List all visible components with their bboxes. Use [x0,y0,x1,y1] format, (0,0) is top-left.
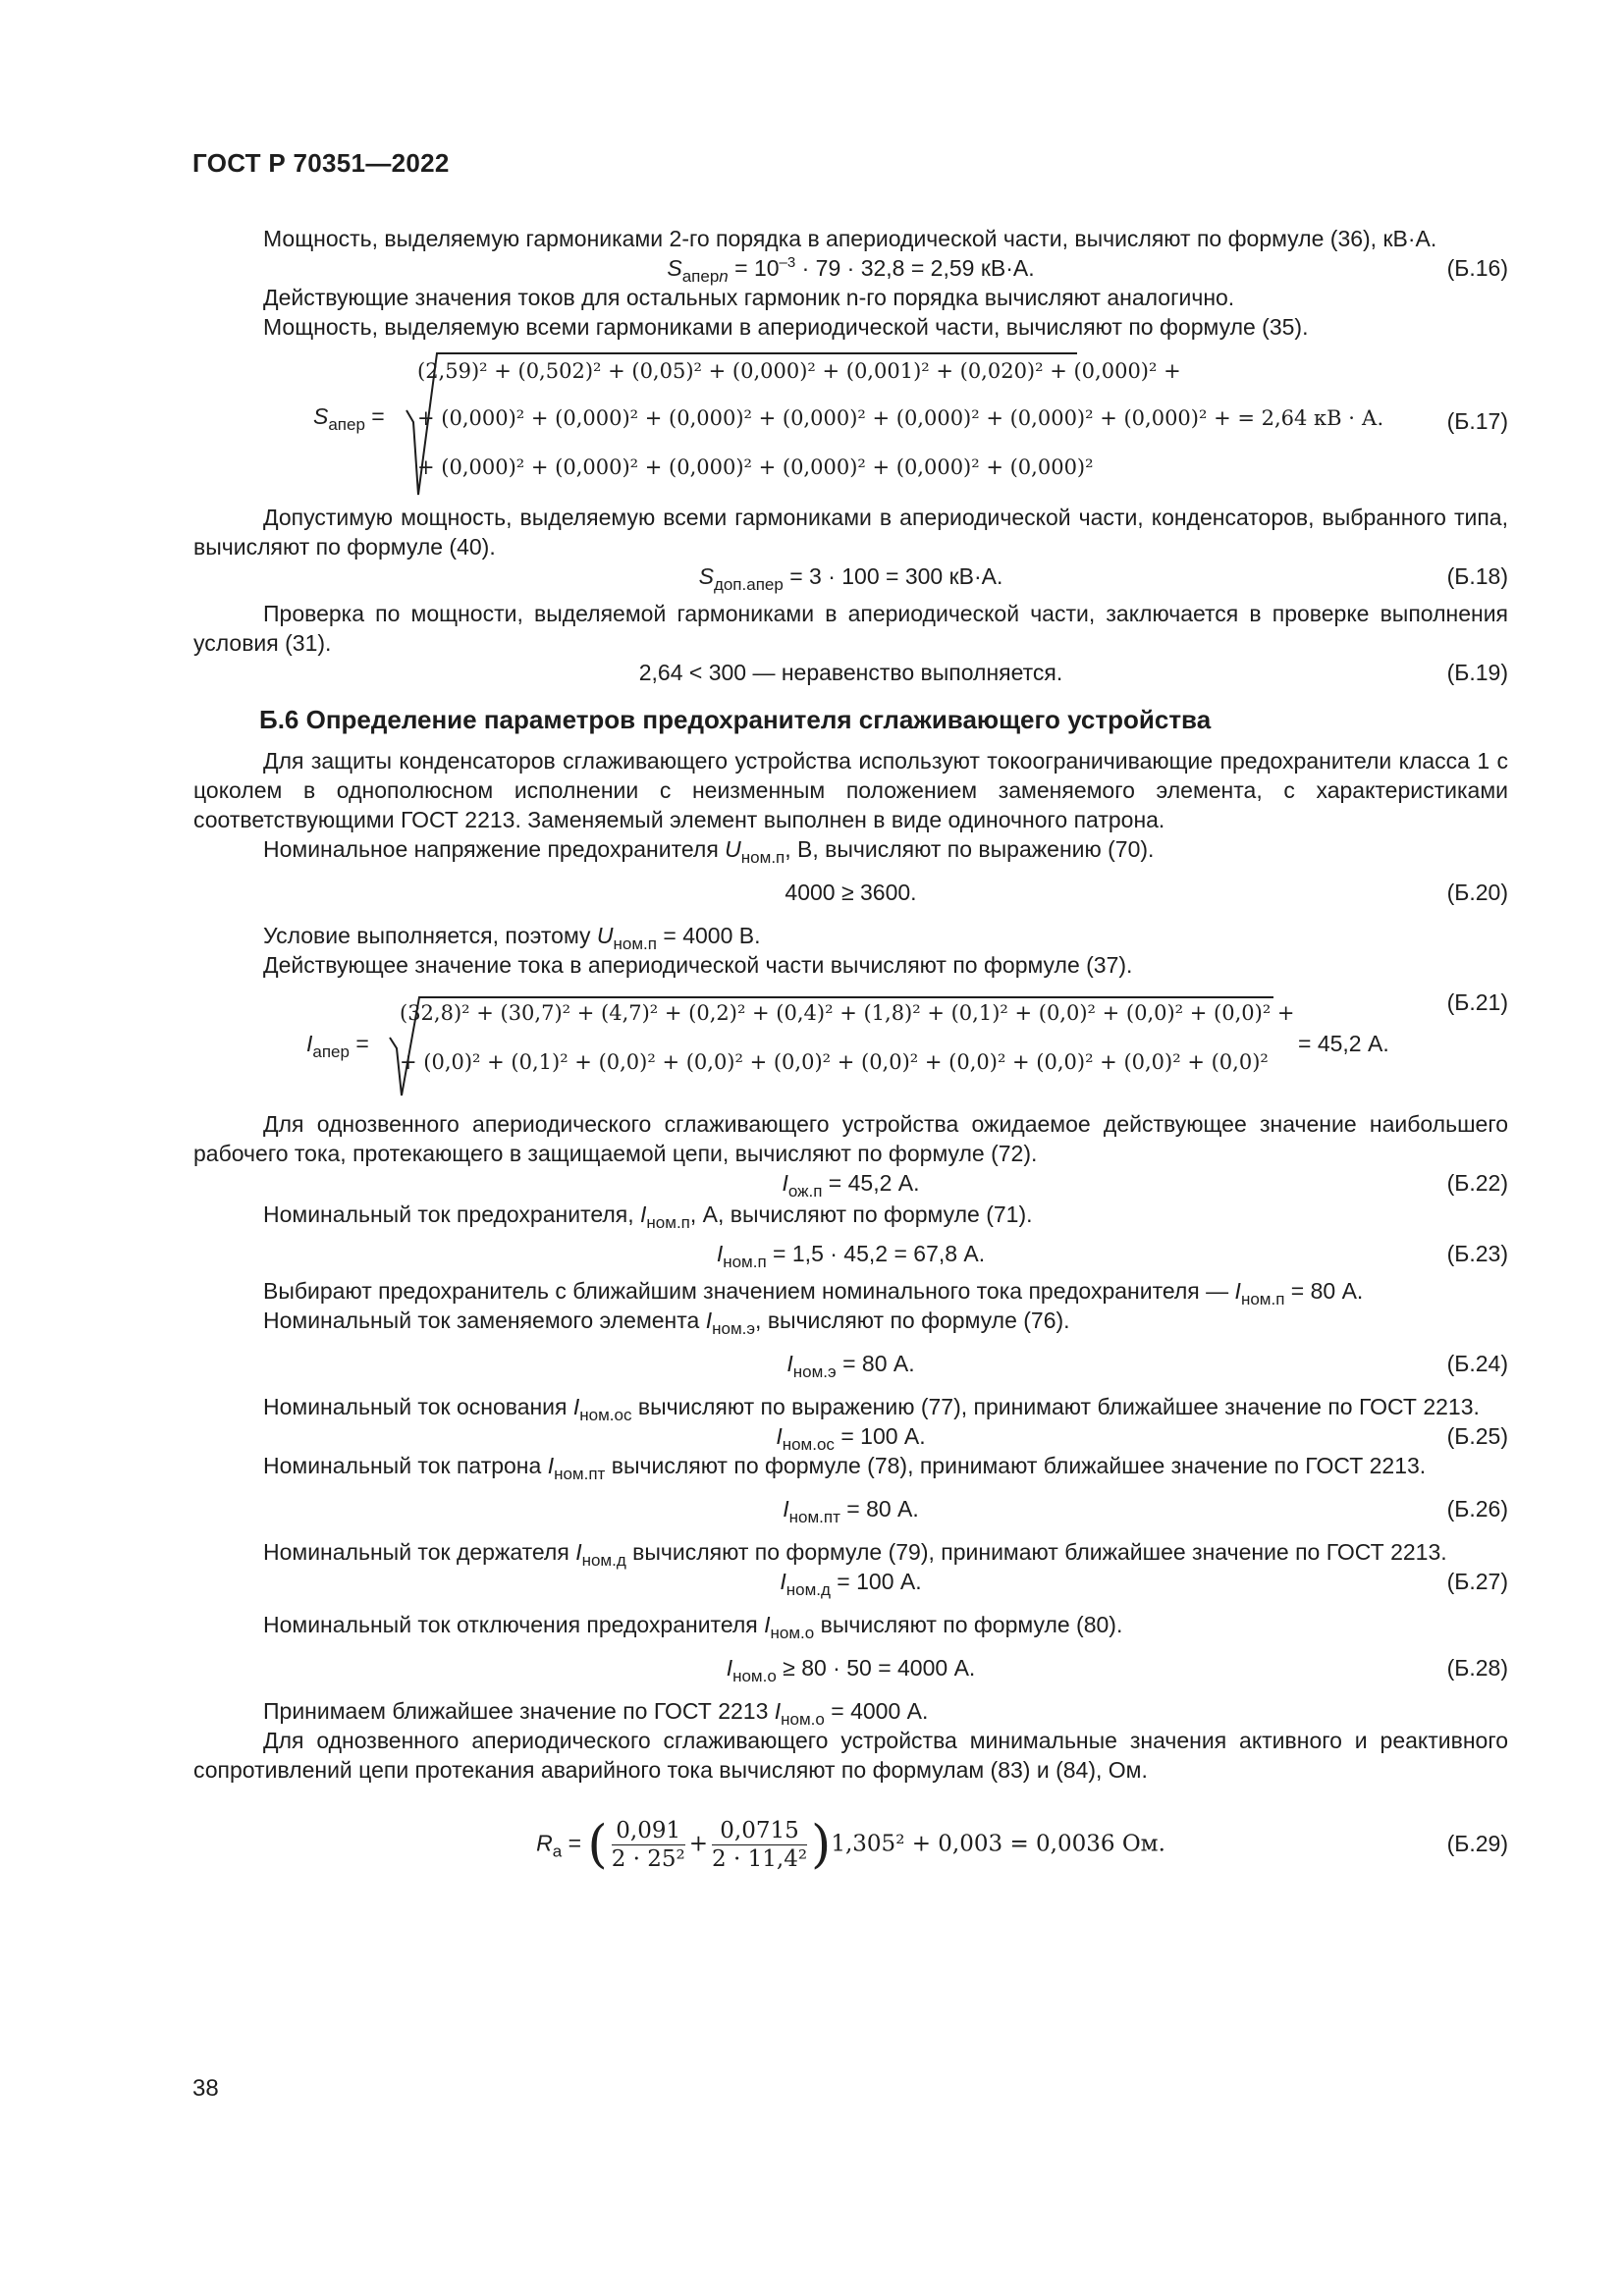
section-heading: Б.6 Определение параметров предохранителя сглаживающего устройства [259,705,1212,734]
equation-number: (Б.17) [1446,408,1508,434]
paragraph: Номинальный ток основания $I_{ном.ос}$ вычисляют по выражению (77), принимают ближайшее значение по ГОСТ 2213. [263,1394,1480,1424]
equation-number: (Б.16) [1446,255,1508,281]
paragraph: Номинальный ток патрона $I_{ном.пт}$ вычисляют по формуле (78), принимают ближайшее значение по ГОСТ 2213. [263,1453,1427,1483]
paragraph: Мощность, выделяемую гармониками 2-го порядка в апериодической части, вычисляют по формуле (36), кВ·А. [263,226,1437,251]
paragraph: Номинальный ток заменяемого элемента $I_{ном.э}$, вычисляют по формуле (76). [263,1308,1070,1338]
paragraph: Допустимую мощность, выделяемую всеми гармониками в апериодической части, конденсаторов, выбранного типа, вычисляют по формуле (40). [193,505,1508,560]
equation-number: (Б.19) [1446,660,1508,685]
paragraph: Для однозвенного апериодического сглаживающего устройства ожидаемое действующее значение наибольшего рабочего тока, протекающего в защищаемой цепи, вычисляют по формуле (72). [193,1111,1508,1166]
equation-b28: $I_{ном.о} \ge 80 \cdot 50 = 4000$ А. (Б.28) [726,1655,1508,1685]
paragraph: Для однозвенного апериодического сглаживающего устройства минимальные значения активного и реактивного сопротивлений цепи протекания аварийного тока вычисляют по формулам (83) и (84), Ом. [193,1728,1508,1783]
equation-b16: $S_{аперn} = 10^{-3} \cdot 79 \cdot 32,8 = 2,59$ кВ·А. (Б.16) [667,254,1508,286]
paragraph: Условие выполняется, поэтому $U_{ном.п} = 4000$ В. [263,923,761,953]
equation-b22: $I_{ож.п} = 45,2$ А. (Б.22) [782,1170,1508,1201]
paragraph: Номинальное напряжение предохранителя $U_{ном.п}$, В, вычисляют по выражению (70). [263,836,1155,867]
equation-b18: $S_{доп.апер} = 3 \cdot 100 = 300$ кВ·А. (Б.18) [698,563,1508,594]
radicand-row: + (0,000)² + (0,000)² + (0,000)² + (0,000)² + (0,000)² + (0,000)² + (0,000)² + = 2,64 кВ · А. [417,406,1384,430]
paragraph: Мощность, выделяемую всеми гармониками в апериодической части, вычисляют по формуле (35). [263,314,1309,340]
equation-number: (Б.25) [1446,1423,1508,1449]
equation-number: (Б.29) [1446,1831,1508,1856]
equation-b26: $I_{ном.пт} = 80$ А. (Б.26) [783,1496,1508,1526]
equation-b23: $I_{ном.п} = 1,5 \cdot 45,2 = 67,8$ А. (Б.23) [716,1241,1508,1271]
equation-number: (Б.27) [1446,1569,1508,1594]
paragraph: Действующее значение тока в апериодической части вычисляют по формуле (37). [263,952,1133,978]
equation-number: (Б.24) [1446,1351,1508,1376]
equation-number: (Б.21) [1446,989,1508,1015]
equation-number: (Б.23) [1446,1241,1508,1266]
equation-number: (Б.18) [1446,563,1508,589]
paragraph: Принимаем ближайшее значение по ГОСТ 2213 $I_{ном.о} = 4000$ А. [263,1698,929,1729]
paragraph: Номинальный ток держателя $I_{ном.д}$ вычисляют по формуле (79), принимают ближайшее значение по ГОСТ 2213. [263,1539,1447,1570]
radicand-row: (2,59)² + (0,502)² + (0,05)² + (0,000)² + (0,001)² + (0,020)² + (0,000)² + [417,359,1181,383]
page-content [193,224,1508,1881]
radicand-row: (32,8)² + (30,7)² + (4,7)² + (0,2)² + (0,4)² + (1,8)² + (0,1)² + (0,0)² + (0,0)² + (0,0)² + [400,1001,1295,1025]
paragraph: Действующие значения токов для остальных гармоник n-го порядка вычисляют аналогично. [263,285,1235,310]
equation-b19: 2,64 < 300 — неравенство выполняется. (Б.19) [638,660,1508,685]
equation-b20: 4000 ≥ 3600. (Б.20) [785,880,1508,905]
paragraph: Номинальный ток предохранителя, $I_{ном.п}$, А, вычисляют по формуле (71). [263,1201,1033,1232]
equation-number: (Б.26) [1446,1496,1508,1522]
document-header: ГОСТ Р 70351—2022 [192,148,450,178]
equation-number: (Б.28) [1446,1655,1508,1681]
radicand-row: + (0,000)² + (0,000)² + (0,000)² + (0,000)² + (0,000)² + (0,000)² [417,455,1094,479]
equation-b21: $I_{апер}$ = (32,8)² + (30,7)² + (4,7)² + (0,2)² + (0,4)² + (1,8)² + (0,1)² + (0,0)² + (0,0)² + (0,0)² + + (0,0)² + (0,1)² + (0,0)² + (0,0)² + (0,0)² + (0,0)² + (0,0)² + (0,0)² + (0,0)² + (0,0)² = 45,2 А. (Б.21) [193,993,1508,1099]
equation-number: (Б.22) [1446,1170,1508,1196]
paragraph: Проверка по мощности, выделяемой гармониками в апериодической части, заключается в проверке выполнения условия (31). [193,601,1508,656]
equation-b27: $I_{ном.д} = 100$ А. (Б.27) [780,1569,1508,1599]
equation-number: (Б.20) [1446,880,1508,905]
paragraph: Номинальный ток отключения предохранителя $I_{ном.о}$ вычисляют по формуле (80). [263,1612,1123,1642]
radicand-row: + (0,0)² + (0,1)² + (0,0)² + (0,0)² + (0,0)² + (0,0)² + (0,0)² + (0,0)² + (0,0)² + (0,0)² [400,1050,1269,1074]
equation-b24: $I_{ном.э} = 80$ А. (Б.24) [786,1351,1508,1381]
equation-b17: $S_{апер}$ = (2,59)² + (0,502)² + (0,05)² + (0,000)² + (0,001)² + (0,020)² + (0,000)² + + (0,000)² + (0,000)² + (0,000)² + (0,000)² + (0,000)² + (0,000)² + (0,000)² + = 2,64 кВ · А. + (0,000)² + (0,000)² + (0,000)² + (0,000)² + (0,000)² + (0,000)² (Б.17) [193,349,1508,497]
page-number: 38 [192,2075,219,2102]
paragraph: Выбирают предохранитель с ближайшим значением номинального тока предохранителя — $I_{ном.п} = 80$ А. [263,1278,1364,1308]
equation-b25: $I_{ном.ос} = 100$ А. (Б.25) [776,1423,1508,1454]
equation-result: = 45,2 А. [1298,1031,1389,1056]
equation-b29: $R_а$ = ( $\frac{0,091}{\text{2 · 25²}}$ + $\frac{0,0715}{\text{2 · 11,4²}}$ )1,305² + 0,003 = 0,0036 Ом. (Б.29) [193,1806,1508,1881]
paragraph: Для защиты конденсаторов сглаживающего устройства используют токоограничивающие предохранители класса 1 с цоколем в однополюсном исполнении с неизменным положением заменяемого элемента, с характеристиками соответствующими ГОСТ 2213. Заменяемый элемент выполнен в виде одиночного патрона. [193,748,1508,832]
